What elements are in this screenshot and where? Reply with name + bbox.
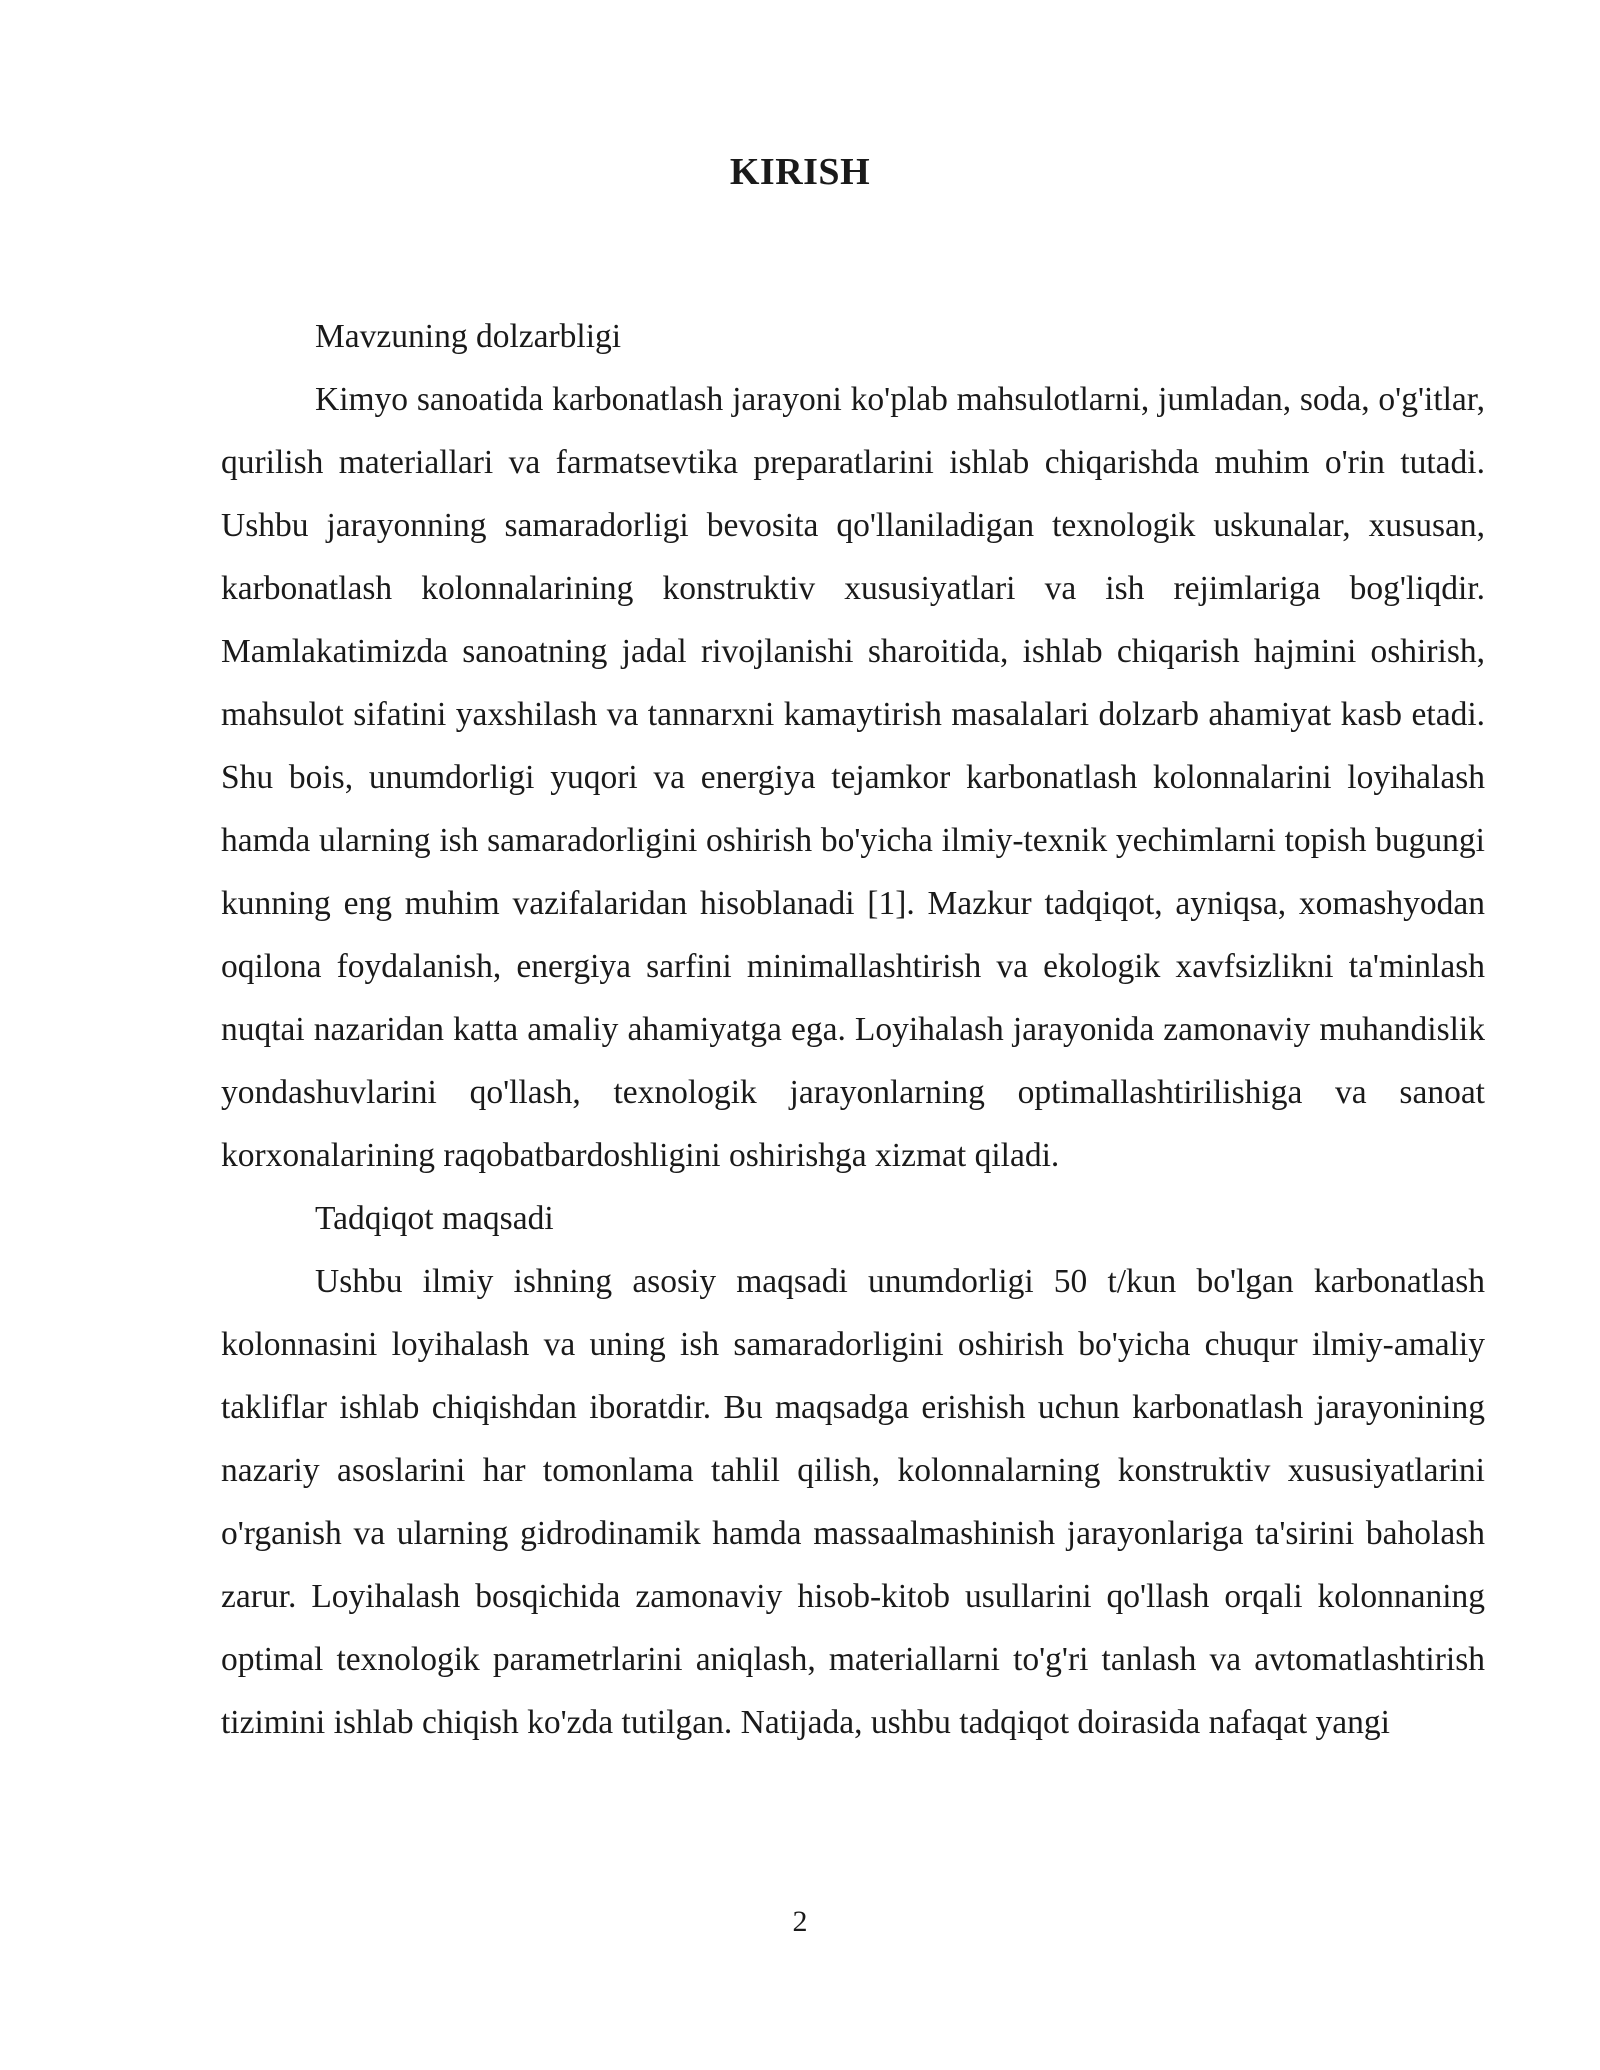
section-heading-goal: Tadqiqot maqsadi xyxy=(315,1200,554,1237)
page-number: 2 xyxy=(792,1905,808,1938)
section-paragraph-relevance: Kimyo sanoatida karbonatlash jarayoni ko'plab mahsulotlarni, jumladan, soda, o'g'itlar, qurilish materiallari va farmatsevtika preparatlarini ishlab chiqarishda muhim o'rin tutadi. Ushbu jarayonning samaradorligi bevosita qo'llaniladigan texnologik uskunalar, xususan, karbonatlash kolonnalarining konstruktiv xususiyatlari va ish rejimlariga bog'liqdir. Mamlakatimizda sanoatning jadal rivojlanishi sharoitida, ishlab chiqarish hajmini oshirish, mahsulot sifatini yaxshilash va tannarxni kamaytirish masalalari dolzarb ahamiyat kasb etadi. Shu bois, unumdorligi yuqori va energiya tejamkor karbonatlash kolonnalarini loyihalash hamda ularning ish samaradorligini oshirish bo'yicha ilmiy-texnik yechimlarni topish bugungi kunning eng muhim vazifalaridan hisoblanadi [1]. Mazkur tadqiqot, ayniqsa, xomashyodan oqilona foydalanish, energiya sarfini minimallashtirish va ekologik xavfsizlikni ta'minlash nuqtai nazaridan katta amaliy ahamiyatga ega. Loyihalash jarayonida zamonaviy muhandislik yondashuvlarini qo'llash, texnologik jarayonlarning optimallashtirilishiga va sanoat korxonalarining raqobatbardoshligini oshirishga xizmat qiladi. xyxy=(221,381,1485,1174)
section-paragraph-goal: Ushbu ilmiy ishning asosiy maqsadi unumdorligi 50 t/kun bo'lgan karbonatlash kolonnasini loyihalash va uning ish samaradorligini oshirish bo'yicha chuqur ilmiy-amaliy takliflar ishlab chiqishdan iboratdir. Bu maqsadga erishish uchun karbonatlash jarayonining nazariy asoslarini har tomonlama tahlil qilish, kolonnalarning konstruktiv xususiyatlarini o'rganish va ularning gidrodinamik hamda massaalmashinish jarayonlariga ta'sirini baholash zarur. Loyihalash bosqichida zamonaviy hisob-kitob usullarini qo'llash orqali kolonnaning optimal texnologik parametrlarini aniqlash, materiallarni to'g'ri tanlash va avtomatlashtirish tizimini ishlab chiqish ko'zda tutilgan. Natijada, ushbu tadqiqot doirasida nafaqat yangi xyxy=(221,1263,1485,1741)
document-body xyxy=(221,305,1485,1754)
section-heading-relevance: Mavzuning dolzarbligi xyxy=(315,318,622,355)
page-title: KIRISH xyxy=(729,151,871,193)
